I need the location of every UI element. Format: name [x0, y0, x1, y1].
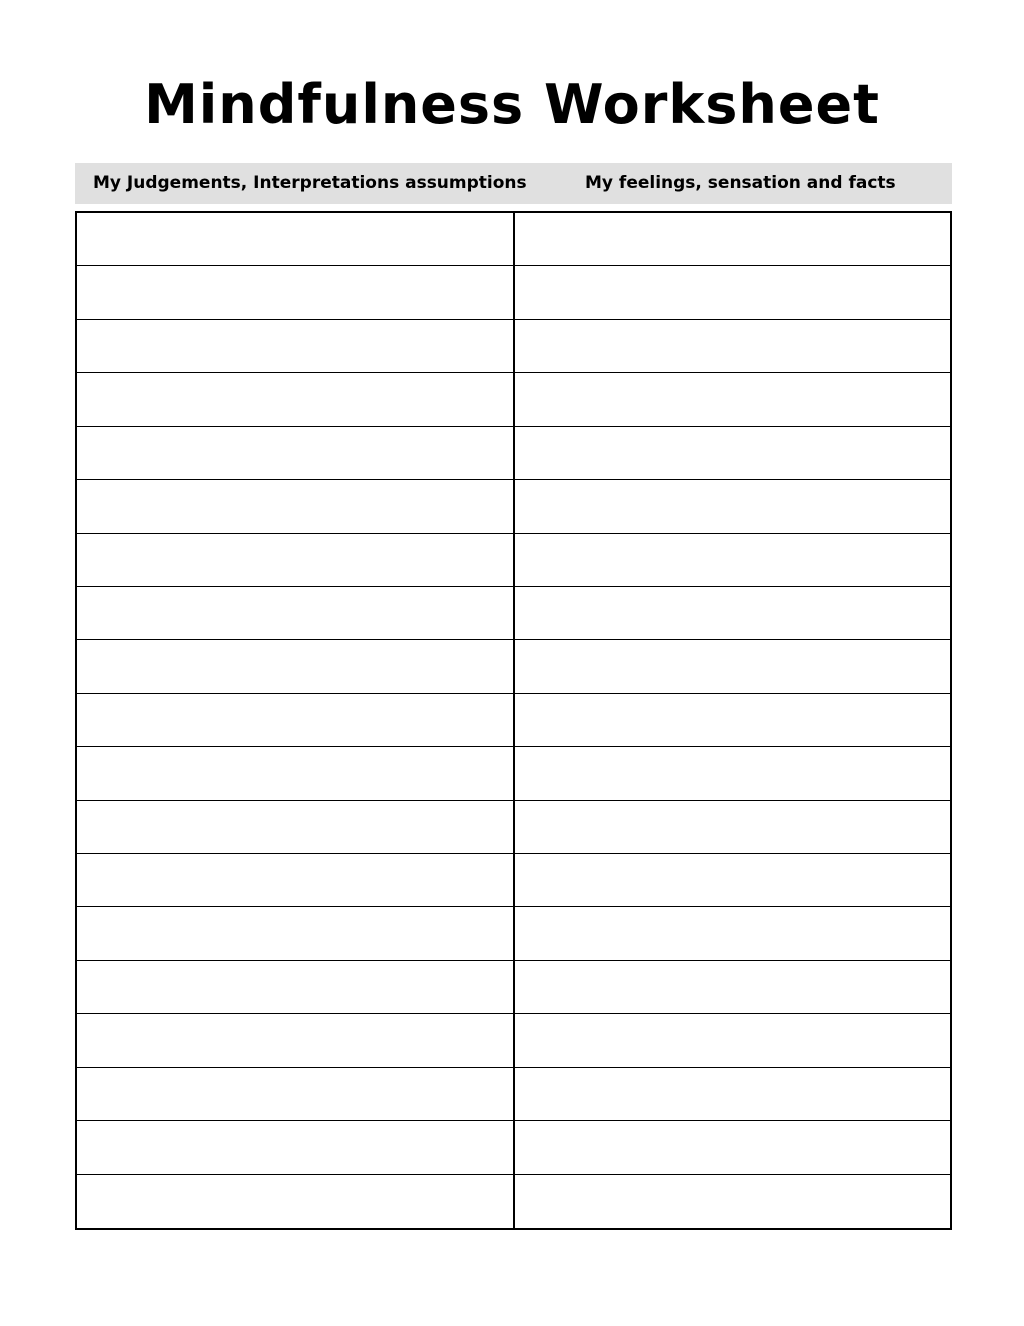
- feelings-cell[interactable]: [515, 907, 950, 960]
- judgements-cell[interactable]: [77, 534, 515, 587]
- judgements-cell[interactable]: [77, 266, 515, 319]
- judgements-cell[interactable]: [77, 907, 515, 960]
- feelings-cell[interactable]: [515, 480, 950, 533]
- judgements-cell[interactable]: [77, 480, 515, 533]
- judgements-cell[interactable]: [77, 1175, 515, 1228]
- judgements-cell[interactable]: [77, 373, 515, 426]
- feelings-cell[interactable]: [515, 747, 950, 800]
- table-header: [75, 163, 952, 204]
- feelings-cell[interactable]: [515, 587, 950, 640]
- judgements-cell[interactable]: [77, 1014, 515, 1067]
- feelings-cell[interactable]: [515, 1014, 950, 1067]
- feelings-cell[interactable]: [515, 961, 950, 1014]
- judgements-cell[interactable]: [77, 640, 515, 693]
- feelings-cell[interactable]: [515, 266, 950, 319]
- column-header-feelings: My feelings, sensation and facts: [585, 173, 896, 193]
- judgements-cell[interactable]: [77, 801, 515, 854]
- feelings-cell[interactable]: [515, 1175, 950, 1228]
- feelings-cell[interactable]: [515, 694, 950, 747]
- judgements-cell[interactable]: [77, 213, 515, 266]
- judgements-cell[interactable]: [77, 694, 515, 747]
- feelings-cell[interactable]: [515, 1068, 950, 1121]
- judgements-cell[interactable]: [77, 1068, 515, 1121]
- column-header-judgements: My Judgements, Interpretations assumptions: [93, 173, 527, 193]
- judgements-cell[interactable]: [77, 1121, 515, 1174]
- judgements-cell[interactable]: [77, 854, 515, 907]
- judgements-cell[interactable]: [77, 747, 515, 800]
- feelings-cell[interactable]: [515, 640, 950, 693]
- page-title: Mindfulness Worksheet: [144, 73, 880, 136]
- judgements-cell[interactable]: [77, 961, 515, 1014]
- feelings-cell[interactable]: [515, 320, 950, 373]
- judgements-cell[interactable]: [77, 587, 515, 640]
- feelings-cell[interactable]: [515, 854, 950, 907]
- feelings-cell[interactable]: [515, 1121, 950, 1174]
- worksheet-table: [75, 211, 952, 1230]
- feelings-cell[interactable]: [515, 801, 950, 854]
- judgements-cell[interactable]: [77, 320, 515, 373]
- feelings-cell[interactable]: [515, 427, 950, 480]
- judgements-cell[interactable]: [77, 427, 515, 480]
- feelings-cell[interactable]: [515, 213, 950, 266]
- feelings-cell[interactable]: [515, 373, 950, 426]
- feelings-cell[interactable]: [515, 534, 950, 587]
